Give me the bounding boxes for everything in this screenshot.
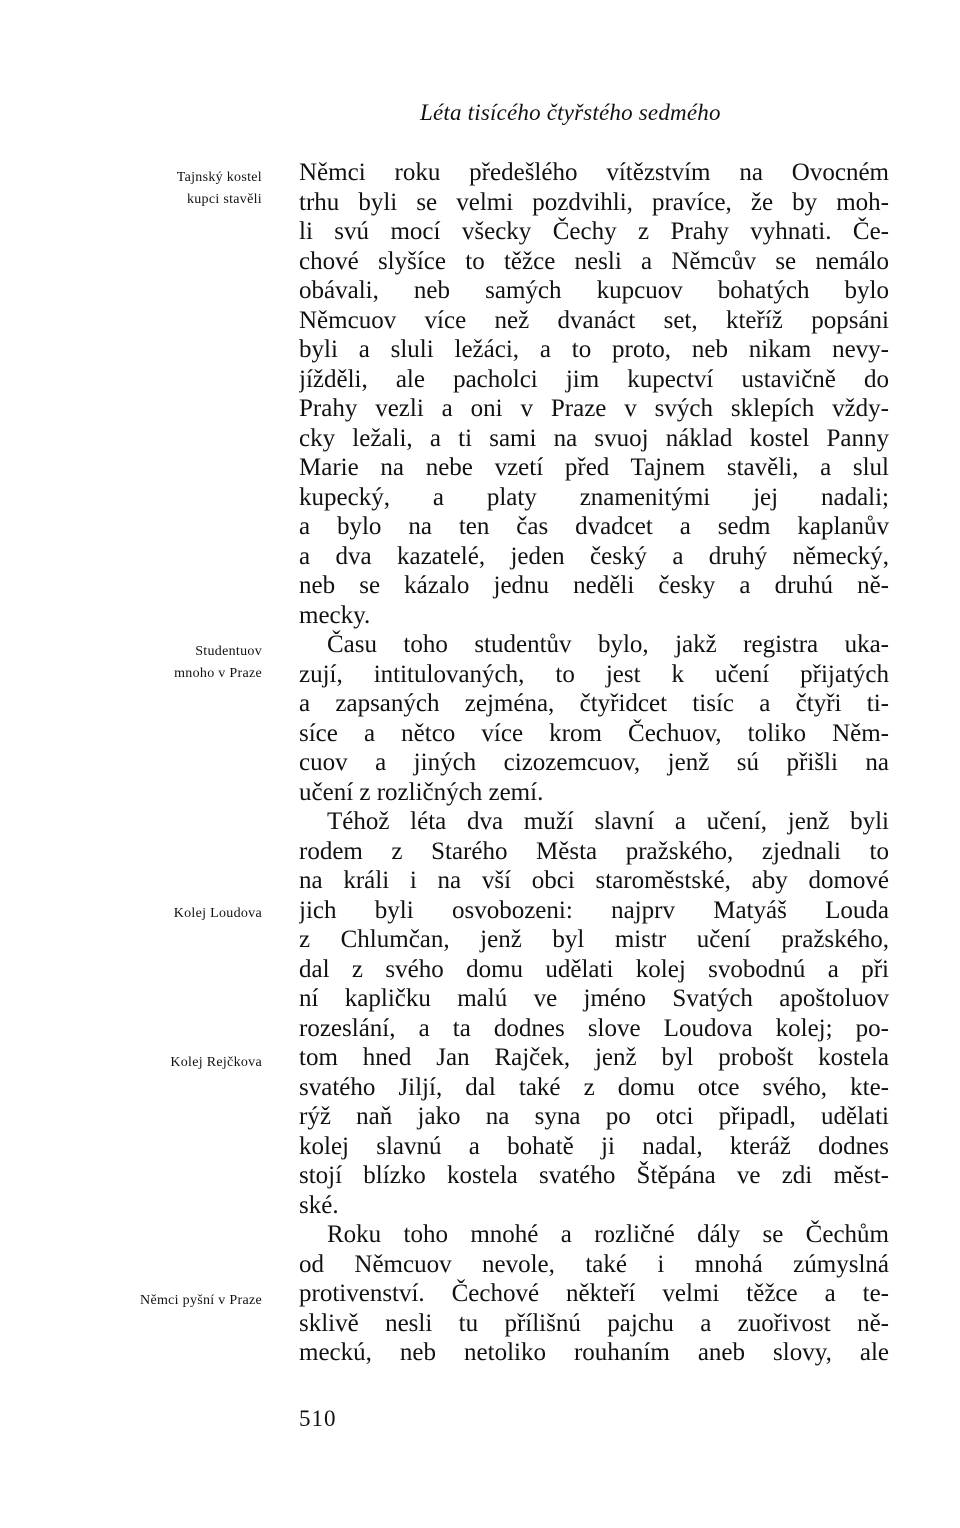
text-line: byli a sluli ležáci, a to proto, neb nikam nevy- <box>299 336 889 363</box>
text-line: Času toho studentův bylo, jakž registra uka- <box>327 631 889 658</box>
margin-note-kolej-rejckova <box>170 1052 262 1074</box>
text-line: svatého Jiljí, dal také z domu otce svého, kte- <box>299 1073 889 1101</box>
text-line: Roku toho mnohé a rozličné dály se Čechům <box>327 1221 889 1248</box>
text-line: jich byli osvobozeni: najprv Matyáš Louda <box>299 896 889 924</box>
margin-note-nemci-pysni <box>140 1290 262 1312</box>
text-line: mecky. <box>299 601 371 629</box>
text-line: Téhož léta dva muží slavní a učení, jenž byli <box>327 808 889 835</box>
text-line: z Chlumčan, jenž byl mistr učení pražského, <box>299 926 889 953</box>
text-line: od Němcuov nevole, také i mnohá zúmyslná <box>299 1250 889 1278</box>
text-line: dal z svého domu udělati kolej svobodnú a při <box>299 955 889 983</box>
text-line: neb se kázalo jednu neděli česky a druhú ně- <box>299 572 889 599</box>
text-line: meckú, neb netoliko rouhaním aneb slovy, ale <box>299 1339 889 1366</box>
margin-note-line: Tajnský kostel <box>176 170 262 185</box>
text-line: jížděli, ale pacholci jim kupectví ustavičně do <box>299 365 889 393</box>
text-line: kupecký, a platy znamenitými jej nadali; <box>299 483 889 511</box>
text-line: Prahy vezli a oni v Praze v svých sklepích vždy- <box>299 395 889 422</box>
text-line: protivenství. Čechové někteří velmi těžce a te- <box>299 1280 889 1307</box>
text-line: ské. <box>299 1191 339 1219</box>
page-number: 510 <box>299 1406 337 1431</box>
margin-note-line: Kolej Loudova <box>173 906 262 921</box>
text-line: obávali, neb samých kupcuov bohatých bylo <box>299 277 889 304</box>
margin-note-line: Kolej Rejčkova <box>170 1055 262 1070</box>
margin-note-kolej-loudova <box>174 903 262 925</box>
margin-note-line: kupci stavěli <box>186 192 262 207</box>
running-title: Léta tisícého čtyřstého sedmého <box>420 100 721 125</box>
text-line: ní kapličku malú ve jméno Svatých apoštoluov <box>299 985 889 1012</box>
text-line: a zapsaných zejména, čtyřidcet tisíc a čtyři ti- <box>299 690 889 717</box>
text-line: cky ležali, a ti sami na svuoj náklad kostel Panny <box>299 424 889 452</box>
text-line: učení z rozličných zemí. <box>299 778 544 806</box>
margin-note-studentuov <box>174 641 262 685</box>
text-line: a bylo na ten čas dvadcet a sedm kaplanův <box>299 513 889 540</box>
text-line: chové slyšíce to těžce nesli a Němcův se nemálo <box>299 247 889 275</box>
text-line: trhu byli se velmi pozdvihli, pravíce, že by moh- <box>299 188 889 216</box>
text-line: li svú mocí všecky Čechy z Prahy vyhnati. Če- <box>299 218 889 245</box>
margin-note-line: Němci pyšní v Praze <box>140 1293 262 1308</box>
text-line: kolej slavnú a bohatě ji nadal, kteráž dodnes <box>299 1132 889 1160</box>
text-line: Němcuov více než dvanáct set, kteříž popsáni <box>299 306 889 334</box>
text-line: zují, intitulovaných, to jest k učení přijatých <box>299 660 889 688</box>
text-line: rozeslání, a ta dodnes slove Loudova kolej; po- <box>299 1014 889 1042</box>
body-text <box>299 158 889 1368</box>
text-line: rýž naň jako na syna po otci připadl, udělati <box>299 1103 889 1130</box>
text-line: a dva kazatelé, jeden český a druhý německý, <box>299 542 889 570</box>
text-line: tom hned Jan Rajček, jenž byl probošt kostela <box>299 1044 889 1071</box>
text-line: Marie na nebe vzetí před Tajnem stavěli, a slul <box>299 454 889 481</box>
text-line: stojí blízko kostela svatého Štěpána ve zdi měst- <box>299 1162 889 1189</box>
margin-note-line: mnoho v Praze <box>174 666 262 681</box>
text-line: rodem z Starého Města pražského, zjednali to <box>299 837 889 865</box>
margin-note-tajnsky-kostel <box>177 167 262 211</box>
text-line: sklivě nesli tu přílišnú pajchu a zuořivost ně- <box>299 1309 889 1337</box>
margin-note-line: Studentuov <box>195 644 262 659</box>
text-line: cuov a jiných cizozemcuov, jenž sú přišli na <box>299 749 889 776</box>
text-line: síce a nětco více krom Čechuov, toliko Něm- <box>299 719 889 747</box>
text-line: na králi i na vší obci staroměstské, aby domové <box>299 867 889 894</box>
text-line: Němci roku předešlého vítězstvím na Ovocném <box>299 159 889 186</box>
